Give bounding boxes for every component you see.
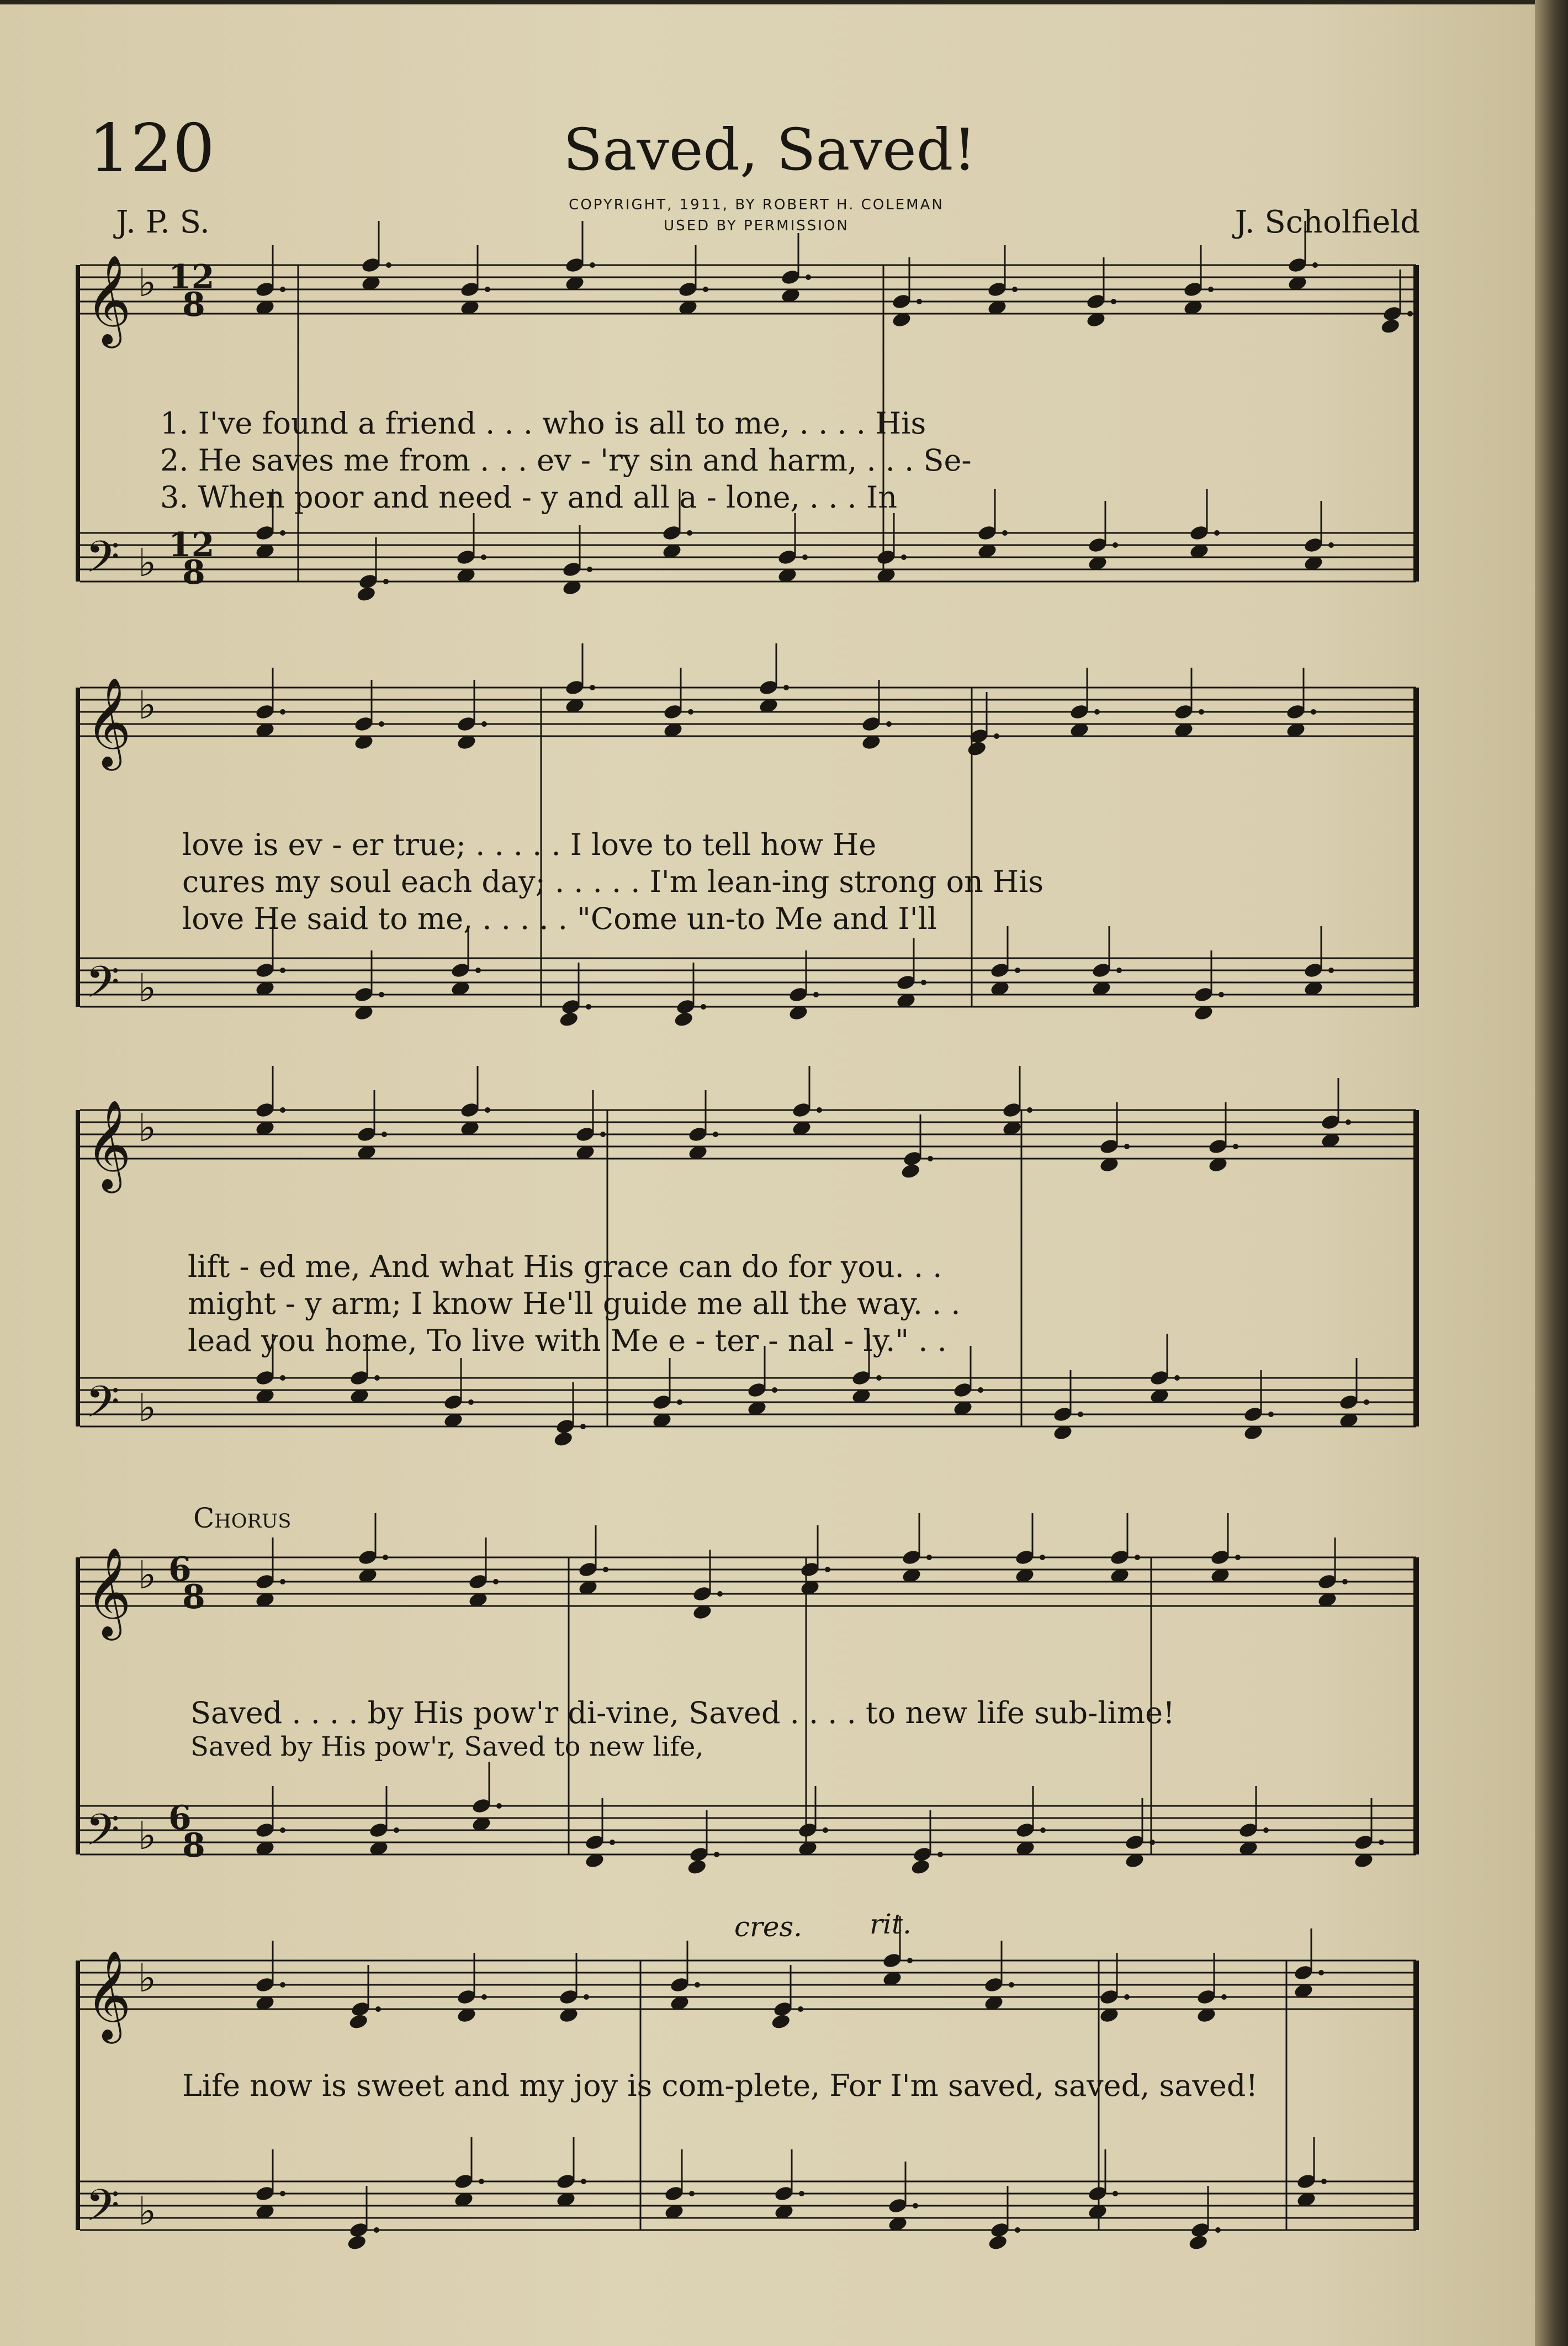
dot	[1015, 2227, 1020, 2233]
dot	[1124, 1994, 1130, 2000]
dot	[600, 1132, 606, 1137]
verse2-line1: 2. He saves me from . . . ev - 'ry sin and harm, . . . Se-	[160, 443, 972, 478]
dot	[1328, 542, 1334, 548]
dot	[907, 1958, 913, 1963]
dot	[485, 287, 490, 292]
dot	[468, 1399, 474, 1405]
system-bracket	[76, 688, 80, 1007]
time-signature-top: 12	[168, 526, 215, 564]
dot	[813, 992, 819, 997]
system-bracket	[76, 1110, 80, 1426]
dot	[876, 1375, 882, 1381]
dot	[382, 1132, 387, 1137]
flat-sign-icon: ♭	[138, 1552, 157, 1598]
flat-sign-icon: ♭	[138, 1385, 157, 1430]
dot	[586, 1004, 591, 1010]
bass-clef-icon: 𝄢	[86, 531, 120, 593]
dot	[1345, 1119, 1351, 1125]
dot	[1312, 262, 1318, 268]
flat-sign-icon: ♭	[138, 2189, 157, 2234]
time-signature-bottom: 8	[182, 1578, 205, 1616]
dot	[379, 992, 384, 997]
lyricist: J. P. S.	[116, 204, 210, 240]
treble-clef-icon: 𝄞	[86, 1100, 131, 1190]
dot	[823, 1827, 828, 1833]
dot	[394, 1827, 399, 1833]
time-signature-top: 6	[168, 1550, 192, 1589]
dot	[1208, 287, 1214, 292]
dot	[590, 685, 595, 690]
bass-clef-icon: 𝄢	[86, 1376, 120, 1438]
notehead	[900, 1163, 921, 1180]
chorus-line2: Life now is sweet and my joy is com-plete, For I'm saved, saved, saved!	[182, 2068, 1258, 2103]
dot	[695, 1982, 700, 1988]
dot	[1040, 1827, 1046, 1833]
dot	[584, 1994, 589, 2000]
notehead	[558, 1011, 579, 1028]
dot	[1268, 1412, 1274, 1417]
dot	[1113, 542, 1118, 548]
dot	[1215, 2227, 1221, 2233]
dot	[280, 1107, 285, 1113]
treble-clef-icon: 𝄞	[86, 677, 131, 767]
verse2-line3: might - y arm; I know He'll guide me all the way. . .	[188, 1286, 961, 1321]
dot	[921, 980, 926, 985]
dot	[280, 968, 285, 973]
notehead	[346, 2234, 367, 2252]
dot	[280, 530, 285, 536]
dot	[374, 1375, 380, 1381]
dot	[280, 709, 285, 715]
hymn-number: 120	[88, 110, 215, 187]
notehead	[553, 1430, 574, 1448]
notehead	[348, 2013, 369, 2031]
flat-sign-icon: ♭	[138, 1813, 157, 1858]
treble-clef-icon: 𝄞	[86, 1950, 131, 2040]
dot	[701, 1004, 706, 1010]
dot	[1094, 709, 1100, 715]
dot	[772, 1387, 777, 1393]
verse3-line2: love He said to me, . . . . . "Come un-to Me and I'll	[182, 901, 937, 936]
dot	[485, 1107, 490, 1113]
chorus-line1: Saved . . . . by His pow'r di-vine, Saved . . . . to new life sub-lime!	[190, 1695, 1175, 1730]
dot	[806, 274, 811, 280]
dot	[689, 2191, 695, 2196]
dot	[481, 554, 486, 560]
dot	[479, 2179, 484, 2184]
time-signature-bottom: 8	[182, 553, 205, 592]
notehead	[770, 2013, 791, 2031]
system-bracket	[76, 1961, 80, 2230]
dot	[1219, 992, 1224, 997]
dot	[1149, 1840, 1155, 1845]
dot	[383, 579, 389, 584]
bass-clef-icon: 𝄢	[86, 957, 120, 1018]
dot	[1214, 530, 1220, 536]
dot	[1040, 1555, 1045, 1560]
dot	[1124, 1144, 1130, 1149]
dot	[1379, 1840, 1384, 1845]
dot	[280, 1579, 285, 1584]
dot	[1364, 1399, 1369, 1405]
dot	[703, 287, 708, 292]
dot	[1135, 1555, 1140, 1560]
dot	[1263, 1827, 1269, 1833]
dot	[379, 721, 384, 727]
dot	[610, 1840, 615, 1845]
time-signature-bottom: 8	[182, 1826, 205, 1865]
dot	[802, 554, 808, 560]
dot	[580, 1424, 586, 1429]
system-bracket	[76, 265, 80, 582]
bass-clef-icon: 𝄢	[86, 2180, 120, 2242]
dot	[1009, 1982, 1014, 1988]
dot	[798, 2006, 803, 2012]
notehead	[966, 740, 987, 758]
dot	[817, 1107, 822, 1113]
dot	[1311, 709, 1316, 715]
dot	[1235, 1555, 1241, 1560]
notehead	[356, 585, 377, 603]
dot	[1328, 968, 1334, 973]
dot	[280, 1375, 285, 1381]
hymn-title: Saved, Saved!	[563, 116, 977, 183]
treble-clef-icon: 𝄞	[86, 1547, 131, 1637]
chorus-line1-echo: Saved by His pow'r, Saved to new life,	[190, 1731, 704, 1762]
dot	[603, 1567, 608, 1572]
time-signature-bottom: 8	[182, 286, 205, 324]
dot	[587, 567, 592, 572]
dot	[280, 2191, 285, 2196]
flat-sign-icon: ♭	[138, 1956, 157, 2001]
permission-line: USED BY PERMISSION	[664, 218, 849, 234]
verse1-line1: 1. I've found a friend . . . who is all to me, . . . . His	[160, 406, 926, 441]
dot	[717, 1591, 723, 1597]
dot	[1221, 1994, 1227, 2000]
dot	[493, 1579, 499, 1584]
dot	[581, 2179, 586, 2184]
treble-clef-icon: 𝄞	[86, 255, 131, 345]
dot	[475, 968, 481, 973]
dot	[386, 262, 391, 268]
verse3-line3: lead you home, To live with Me e - ter - nal - ly." . .	[188, 1323, 947, 1358]
copyright-line: COPYRIGHT, 1911, BY ROBERT H. COLEMAN	[569, 197, 944, 213]
flat-sign-icon: ♭	[138, 683, 157, 728]
flat-sign-icon: ♭	[138, 965, 157, 1011]
dot	[1015, 968, 1020, 973]
notehead	[673, 1011, 694, 1028]
dot	[677, 1399, 682, 1405]
time-signature-top: 6	[168, 1799, 192, 1837]
dot	[928, 1156, 933, 1161]
dot	[1002, 530, 1008, 536]
dot	[687, 530, 692, 536]
verse1-line3: lift - ed me, And what His grace can do for you. . .	[188, 1249, 942, 1284]
dot	[886, 721, 892, 727]
dot	[913, 2203, 918, 2208]
dot	[1174, 1375, 1180, 1381]
dot	[926, 1555, 932, 1560]
flat-sign-icon: ♭	[138, 540, 157, 585]
dot	[374, 2227, 379, 2233]
chorus-label: Chorus	[193, 1502, 292, 1534]
dot	[375, 2006, 381, 2012]
dot	[1116, 968, 1122, 973]
dot	[937, 1852, 943, 1857]
composer: J. Scholfield	[1235, 204, 1420, 240]
dot	[799, 2191, 804, 2196]
dot	[825, 1567, 830, 1572]
dot	[1233, 1144, 1238, 1149]
dot	[1342, 1579, 1348, 1584]
dot	[901, 554, 907, 560]
verse3-line1: 3. When poor and need - y and all a - lone, . . . In	[160, 480, 897, 515]
system-bracket	[76, 1557, 80, 1854]
dot	[496, 1803, 502, 1809]
notehead	[910, 1858, 931, 1876]
dot	[713, 1132, 718, 1137]
verse2-line2: cures my soul each day; . . . . . I'm lean-ing strong on His	[182, 864, 1044, 899]
dot	[481, 721, 487, 727]
dot	[1012, 287, 1018, 292]
dot	[917, 299, 922, 304]
book-spine	[1535, 0, 1568, 2346]
dynamic-rit: rit.	[870, 1908, 912, 1940]
dot	[1111, 299, 1116, 304]
dot	[1027, 1107, 1032, 1113]
dot	[280, 1982, 285, 1988]
notehead	[987, 2234, 1008, 2252]
dot	[714, 1852, 719, 1857]
verse1-line2: love is ev - er true; . . . . . I love to tell how He	[182, 827, 877, 862]
dot	[1113, 2191, 1118, 2196]
dot	[1199, 709, 1204, 715]
notehead	[1188, 2234, 1209, 2252]
dot	[280, 1827, 285, 1833]
dot	[590, 262, 595, 268]
dot	[783, 685, 789, 690]
dot	[978, 1387, 983, 1393]
flat-sign-icon: ♭	[138, 260, 157, 305]
dot	[994, 733, 999, 739]
dot	[688, 709, 693, 715]
flat-sign-icon: ♭	[138, 1105, 157, 1150]
dynamic-cres: cres.	[734, 1911, 803, 1943]
dot	[383, 1555, 388, 1560]
dot	[1318, 1970, 1324, 1975]
dot	[1407, 311, 1413, 316]
dot	[481, 1994, 487, 2000]
notehead	[686, 1858, 707, 1876]
dot	[1321, 2179, 1327, 2184]
time-signature-top: 12	[168, 258, 215, 297]
notehead	[1380, 318, 1401, 335]
dot	[1078, 1412, 1083, 1417]
bass-clef-icon: 𝄢	[86, 1804, 120, 1866]
dot	[280, 287, 285, 292]
